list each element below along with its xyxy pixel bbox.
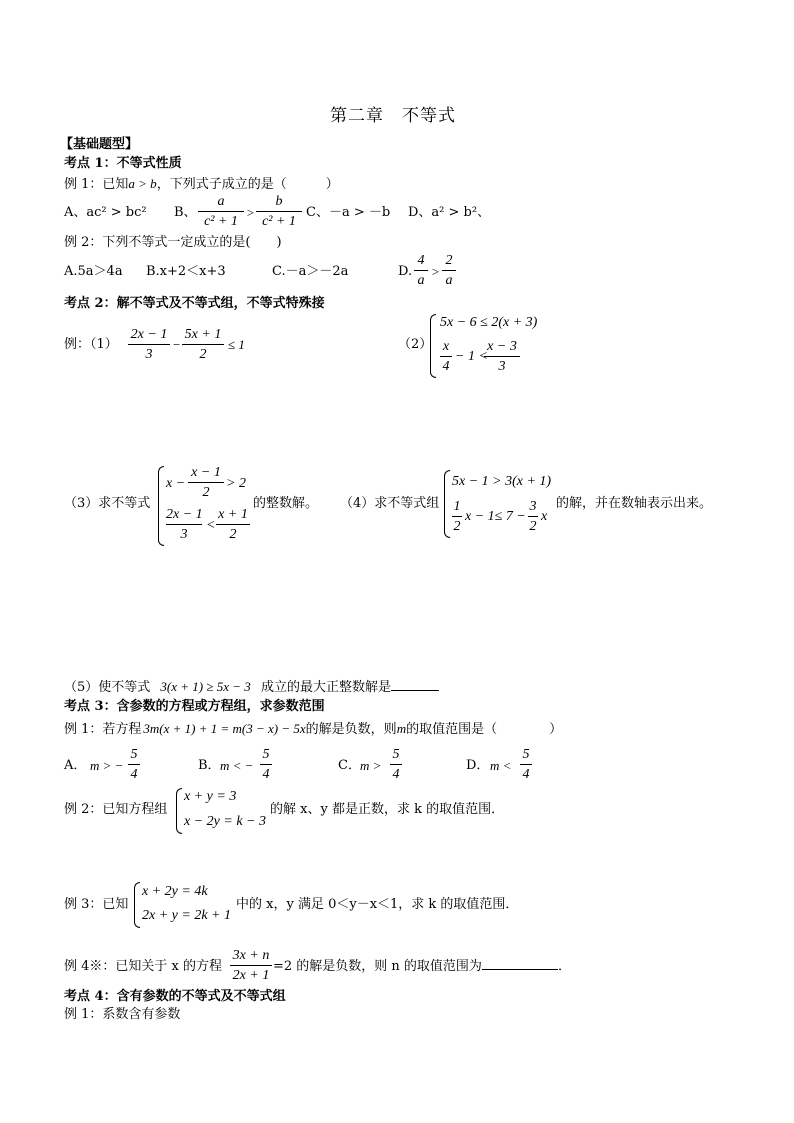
kp2-p2-mid: − 1 < — [455, 349, 488, 364]
kp2-p4-tail: 的解，并在数轴表示出来。 — [556, 496, 713, 511]
kp2-heading: 考点 2：解不等式及不等式组，不等式特殊接 — [64, 296, 325, 311]
answer-blank[interactable] — [482, 969, 558, 970]
kp2-p3-l1-pre: x − — [166, 476, 186, 491]
frac-numerator: 5 — [262, 747, 270, 762]
kp3-ex1-post: 的取值范围是（ ） — [406, 722, 563, 737]
frac-denominator: 3 — [145, 347, 153, 362]
kp3-ex4-post-text: =2 的解是负数，则 n 的取值范围为 — [273, 959, 482, 974]
kp3-ex1-mid: 的解是负数，则 — [305, 722, 397, 737]
frac-denominator: 3 — [180, 527, 188, 542]
kp3-ex1-expr: 3m(x + 1) + 1 = m(3 − x) − 5x — [143, 721, 306, 736]
frac-denominator: 2x + 1 — [232, 968, 270, 983]
kp2-p3-l1-post: > 2 — [226, 476, 246, 491]
kp1-ex2-optA: A.5a＞4a — [64, 264, 123, 279]
frac-denominator: 3 — [498, 359, 506, 374]
kp3-optC-expr: m > — [360, 758, 382, 773]
frac-denominator: 2 — [199, 347, 207, 362]
kp3-ex2-post: 的解 x、y 都是正数，求 k 的取值范围． — [270, 802, 505, 817]
kp2-p2-frac1 — [440, 338, 452, 375]
kp2-p4-l2-frac1 — [452, 498, 462, 535]
frac-numerator: 1 — [453, 499, 461, 514]
kp3-ex4-post — [273, 960, 571, 975]
kp2-p1-minus: − — [172, 337, 181, 352]
kp1-ex2-optD-gt: > — [431, 264, 440, 279]
kp2-p5-pre: （5）使不等式 — [64, 680, 151, 695]
kp3-ex1-stem — [64, 722, 562, 738]
kp3-heading: 考点 3：含参数的方程或方程组，求参数范围 — [64, 699, 325, 714]
kp3-ex3-post: 中的 x，y 满足 0＜y－x＜1，求 k 的取值范围． — [236, 897, 519, 912]
frac-numerator: 4 — [417, 253, 425, 268]
kp1-ex2-optC: C.－a＞－2a — [272, 264, 349, 279]
frac-numerator: 3 — [529, 499, 537, 514]
kp4-ex1: 例 1：系数含有参数 — [64, 1007, 181, 1022]
kp1-ex1-optD: D、a² > b²、 — [408, 205, 491, 220]
frac-numerator: x + 1 — [218, 507, 248, 522]
kp2-p1-tail: ≤ 1 — [228, 337, 245, 352]
frac-numerator: 5 — [130, 747, 138, 762]
kp2-p4-l2-frac2 — [528, 498, 538, 535]
kp1-ex1-optB-frac1 — [198, 193, 244, 230]
frac-denominator: c² + 1 — [262, 214, 296, 229]
kp3-optB-frac — [260, 746, 272, 783]
kp2-p3-label: （3）求不等式 — [64, 496, 151, 511]
kp1-ex1-optA: A、ac² > bc² — [64, 205, 147, 220]
frac-numerator: 2 — [445, 253, 453, 268]
frac-denominator: 4 — [130, 767, 138, 782]
kp3-optC-frac — [390, 746, 402, 783]
kp3-ex3-brace — [134, 882, 140, 928]
kp1-ex2-optD-label: D. — [398, 264, 413, 279]
kp3-ex2-line1: x + y = 3 — [184, 789, 237, 804]
kp1-ex1-optB-label: B、 — [174, 205, 197, 220]
frac-denominator: a — [445, 273, 453, 288]
frac-numerator: x − 3 — [487, 339, 517, 354]
frac-numerator: x − 1 — [191, 465, 221, 480]
kp3-ex3-pre: 例 3：已知 — [64, 897, 129, 912]
kp2-p4-l2-post: x — [541, 509, 548, 524]
kp1-ex1-optC: C、－a > －b — [306, 205, 391, 220]
frac-denominator: 4 — [442, 359, 450, 374]
kp4-heading: 考点 4：含有参数的不等式及不等式组 — [64, 989, 286, 1004]
kp3-optA-expr: m > − — [90, 758, 124, 773]
kp2-p3-brace — [158, 466, 164, 546]
frac-denominator: 4 — [262, 767, 270, 782]
kp3-optA-label: A． — [64, 758, 87, 773]
frac-denominator: 2 — [229, 527, 237, 542]
kp1-ex2-optD-frac1 — [414, 252, 428, 289]
kp1-ex1-suffix: ，下列式子成立的是（ ） — [156, 177, 339, 192]
kp3-ex2-pre: 例 2：已知方程组 — [64, 802, 168, 817]
kp1-ex1-stem — [64, 177, 339, 193]
kp3-optD-frac — [520, 746, 532, 783]
frac-denominator: 4 — [522, 767, 530, 782]
kp3-ex3-line2: 2x + y = 2k + 1 — [142, 908, 231, 923]
kp3-ex3-line1: x + 2y = 4k — [142, 884, 208, 899]
kp3-ex2-line2: x − 2y = k − 3 — [184, 814, 266, 829]
kp3-ex2-brace — [176, 788, 182, 834]
kp2-p5 — [64, 680, 439, 696]
frac-denominator: 4 — [392, 767, 400, 782]
kp2-p3-l1-frac — [188, 464, 224, 501]
frac-denominator: 2 — [453, 519, 461, 534]
kp3-optB-label: B． — [198, 758, 221, 773]
kp2-p2-frac2 — [484, 338, 520, 375]
frac-numerator: x — [442, 339, 450, 354]
kp3-optA-frac — [128, 746, 140, 783]
kp1-ex2-optB: B.x+2＜x+3 — [146, 264, 226, 279]
kp2-p4-brace — [444, 470, 450, 538]
frac-denominator: a — [417, 273, 425, 288]
kp2-p4-line1: 5x − 1 > 3(x + 1) — [452, 474, 552, 489]
frac-numerator: 2x − 1 — [166, 507, 203, 522]
kp2-p2-label: （2） — [398, 337, 433, 352]
kp3-optC-label: C． — [338, 758, 361, 773]
kp1-ex1-optB-gt: > — [246, 205, 255, 220]
kp1-ex2-optD-frac2 — [442, 252, 456, 289]
page-title: 第二章 不等式 — [330, 106, 456, 126]
frac-denominator: 2 — [202, 485, 210, 500]
kp2-p1-frac2 — [182, 326, 224, 363]
frac-numerator: 5 — [392, 747, 400, 762]
frac-numerator: 5 — [522, 747, 530, 762]
kp2-p1-label: 例：（1） — [64, 337, 118, 352]
kp3-ex4-end: ． — [557, 959, 571, 974]
kp1-ex1-optB-frac2 — [256, 193, 302, 230]
frac-denominator: c² + 1 — [204, 214, 238, 229]
kp3-ex4-pre: 例 4※：已知关于 x 的方程 — [64, 959, 222, 974]
frac-numerator: 5x + 1 — [184, 327, 222, 342]
kp2-p3-tail: 的整数解。 — [253, 496, 319, 511]
kp2-p3-l2-frac2 — [216, 506, 250, 543]
kp3-optD-expr: m < — [490, 758, 512, 773]
frac-denominator: 2 — [529, 519, 537, 534]
kp2-p5-post: 成立的最大正整数解是 — [260, 680, 391, 695]
frac-numerator: b — [275, 194, 283, 209]
section-heading: 【基础题型】 — [60, 137, 139, 152]
kp1-ex2-stem: 例 2：下列不等式一定成立的是( ) — [64, 235, 282, 250]
kp1-ex1-cond: a > b — [128, 176, 157, 191]
kp3-optD-label: D． — [466, 758, 490, 773]
frac-numerator: 3x + n — [232, 948, 270, 963]
kp2-p4-label: （4）求不等式组 — [340, 496, 440, 511]
kp3-ex1-var: m — [396, 721, 407, 736]
frac-numerator: a — [217, 194, 225, 209]
kp2-p5-expr: 3(x + 1) ≥ 5x − 3 — [160, 679, 251, 694]
kp3-ex4-frac — [230, 947, 272, 984]
kp3-optB-expr: m < − — [220, 758, 254, 773]
frac-numerator: 2x − 1 — [130, 327, 168, 342]
kp2-p3-l2-lt: < — [206, 518, 216, 533]
kp2-p4-l2-mid: x − 1≤ 7 − — [465, 509, 526, 524]
kp1-heading: 考点 1：不等式性质 — [64, 156, 182, 171]
kp2-p1-frac1 — [128, 326, 170, 363]
kp2-p2-brace — [430, 314, 436, 378]
kp2-p3-l2-frac1 — [166, 506, 202, 543]
answer-blank[interactable] — [391, 690, 439, 691]
kp3-ex1-pre: 例 1：若方程 — [64, 722, 142, 737]
kp1-ex1-prefix: 例 1：已知 — [64, 177, 129, 192]
kp2-p2-line1: 5x − 6 ≤ 2(x + 3) — [440, 315, 538, 330]
